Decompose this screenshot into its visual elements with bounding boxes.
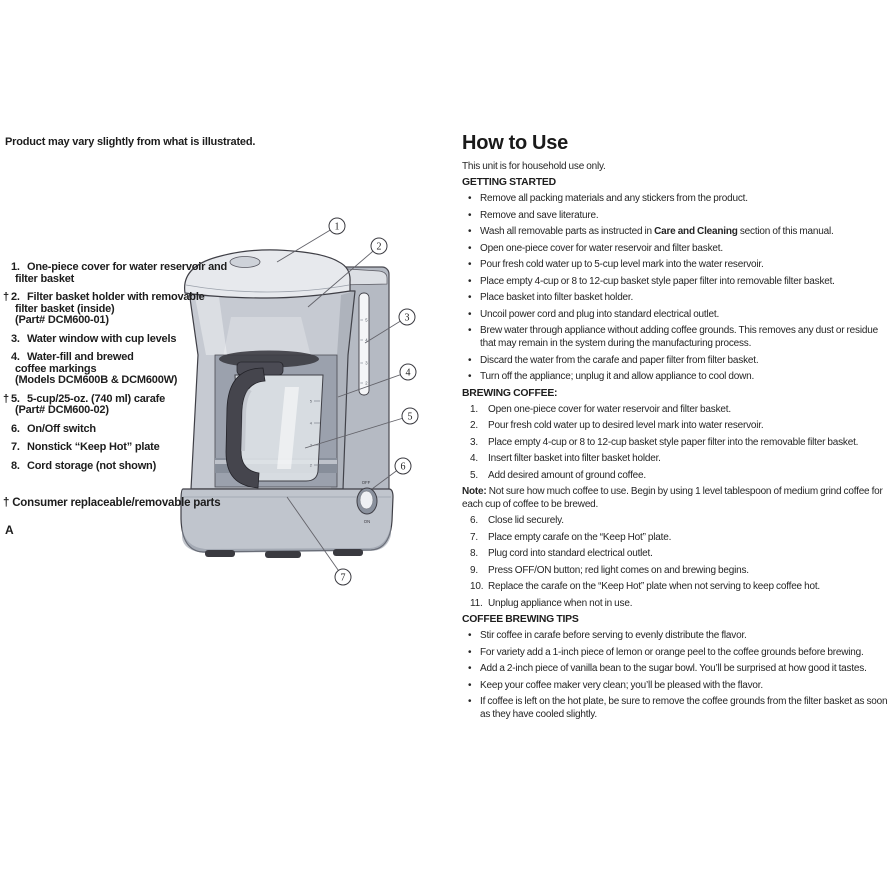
- brewing-steps-6-11: [462, 514, 888, 610]
- step-item: [462, 436, 888, 449]
- bullet-text: Stir coffee in carafe before serving to evenly distribute the flavor.: [480, 630, 747, 641]
- left-column: [3, 131, 455, 537]
- note-label: Note:: [462, 486, 487, 497]
- bullet-item: [462, 209, 888, 222]
- part-text-cont: (Part# DCM600-02): [15, 404, 109, 416]
- step-number: 6.: [470, 515, 478, 526]
- part-text: One-piece cover for water reservoir and: [27, 261, 228, 273]
- step-number: 7.: [470, 531, 478, 543]
- bullet-icon: •: [468, 696, 472, 707]
- bullet-item: [462, 308, 888, 321]
- on-label: ON: [363, 519, 371, 524]
- step-item: [462, 597, 888, 610]
- bullet-text: For variety add a 1-inch piece of lemon or orange peel to the coffee grounds before brewing.: [480, 646, 864, 658]
- bullet-item: [462, 662, 888, 675]
- window-tick-label: 2: [365, 380, 368, 386]
- bullet-text: Wash all removable parts as instructed in Care and Cleaning section of this manual.: [480, 226, 834, 237]
- step-text: Add desired amount of ground coffee.: [488, 469, 646, 481]
- bullet-text: Brew water through appliance without adding coffee grounds. This removes any dust or residue that may remain in the system during the manufacturing process.: [480, 325, 878, 349]
- bullet-text: Uncoil power cord and plug into standard electrical outlet.: [480, 308, 720, 320]
- bullet-item: [462, 258, 888, 271]
- bullet-text: Turn off the appliance; unplug it and allow appliance to cool down.: [480, 371, 755, 382]
- part-text-cont: (Models DCM600B & DCM600W): [15, 374, 178, 386]
- step-number: 1.: [470, 403, 478, 415]
- bullet-text: Keep your coffee maker very clean; you’ll be pleased with the flavor.: [480, 679, 763, 691]
- bullet-item: [462, 370, 888, 383]
- carafe-mark-label: 3: [309, 442, 312, 448]
- page-letter: A: [5, 523, 14, 537]
- part-number: 5.: [11, 392, 20, 405]
- tips-list: [462, 629, 888, 721]
- how-to-use-section: [462, 131, 888, 725]
- bullet-text: Place basket into filter basket holder.: [480, 292, 634, 303]
- on-off-switch-button: [360, 491, 373, 509]
- bullet-icon: •: [468, 679, 472, 691]
- note-text: [462, 485, 888, 511]
- part-text: Water-fill and brewed: [27, 351, 134, 363]
- step-item: [462, 514, 888, 527]
- bullet-item: [462, 354, 888, 367]
- vary-note: Product may vary slightly from what is illustrated.: [5, 136, 256, 148]
- base-foot: [333, 549, 363, 556]
- step-text: Insert filter basket into filter basket holder.: [488, 453, 661, 464]
- window-tick-label: 5: [365, 317, 368, 323]
- carafe-mark-label: 4: [309, 420, 312, 426]
- part-number: 7.: [11, 441, 20, 453]
- part-text: Filter basket holder with removable: [27, 291, 205, 303]
- bullet-item: [462, 679, 888, 692]
- heading-getting-started: GETTING STARTED: [462, 177, 556, 188]
- bullet-icon: •: [468, 193, 472, 204]
- note-body: Not sure how much coffee to use. Begin by using 1 level tablespoon of medium grind coffee for each cup of coffee to be brewed.: [462, 486, 883, 510]
- step-text: Unplug appliance when not in use.: [488, 597, 633, 609]
- step-item: [462, 469, 888, 482]
- bullet-text: Discard the water from the carafe and paper filter from filter basket.: [480, 354, 759, 366]
- step-item: [462, 547, 888, 560]
- callout-6: 6: [400, 461, 406, 473]
- step-number: 2.: [470, 420, 478, 431]
- part-number: 4.: [11, 351, 20, 363]
- bullet-item: [462, 324, 888, 350]
- base-foot: [205, 550, 235, 557]
- step-number: 5.: [470, 469, 478, 481]
- heading-coffee-brewing-tips: COFFEE BREWING TIPS: [462, 614, 579, 625]
- part-item-1: [3, 262, 249, 285]
- off-label: OFF: [361, 480, 371, 485]
- bullet-text: Remove all packing materials and any stickers from the product.: [480, 193, 748, 204]
- bullet-icon: •: [468, 325, 472, 336]
- bullet-item: [462, 275, 888, 288]
- part-number: 8.: [11, 459, 20, 472]
- step-item: [462, 403, 888, 416]
- step-text: Press OFF/ON button; red light comes on and brewing begins.: [488, 564, 749, 576]
- part-text-cont: filter basket (inside): [15, 302, 115, 315]
- bullet-icon: •: [468, 209, 472, 221]
- bullet-text: Open one-piece cover for water reservoir and filter basket.: [480, 242, 723, 254]
- step-text: Place empty 4-cup or 8 to 12-cup basket style paper filter into the removable filter basket.: [488, 436, 859, 448]
- bullet-item: [462, 629, 888, 642]
- step-item: [462, 419, 888, 432]
- parts-list: [3, 262, 249, 479]
- dagger-mark: †: [3, 392, 9, 405]
- part-item-5: [3, 394, 249, 417]
- part-text-cont: filter basket: [15, 272, 75, 285]
- part-text: Water window with cup levels: [27, 332, 177, 345]
- part-text: 5-cup/25-oz. (740 ml) carafe: [27, 392, 166, 405]
- brewing-steps-1-5: [462, 403, 888, 482]
- bullet-item: [462, 646, 888, 659]
- carafe-mark-label: 2: [309, 462, 312, 468]
- callout-3: 3: [404, 312, 410, 324]
- part-text: Nonstick “Keep Hot” plate: [27, 441, 160, 453]
- bullet-text: Place empty 4-cup or 8 to 12-cup basket style paper filter into removable filter basket.: [480, 275, 835, 287]
- bullet-icon: •: [468, 308, 472, 320]
- step-number: 9.: [470, 564, 478, 576]
- bullet-icon: •: [468, 242, 472, 254]
- bullet-item: [462, 242, 888, 255]
- bullet-icon: •: [468, 226, 472, 237]
- part-text: Cord storage (not shown): [27, 459, 157, 472]
- part-item-3: [3, 334, 249, 346]
- bullet-icon: •: [468, 275, 472, 287]
- part-number: 1.: [11, 261, 20, 273]
- step-item: [462, 452, 888, 465]
- base-foot: [265, 551, 301, 558]
- step-text: Replace the carafe on the “Keep Hot” plate when not serving to keep coffee hot.: [488, 581, 820, 592]
- part-number: 3.: [11, 332, 20, 345]
- window-tick-label: 3: [365, 360, 368, 366]
- bullet-text: Pour fresh cold water up to 5-cup level mark into the water reservoir.: [480, 259, 764, 270]
- bullet-text: If coffee is left on the hot plate, be sure to remove the coffee grounds from the filter basket as soon as they have cooled slightly.: [480, 696, 888, 720]
- bullet-item: [462, 192, 888, 205]
- bullet-icon: •: [468, 354, 472, 366]
- step-text: Plug cord into standard electrical outlet.: [488, 548, 653, 559]
- bullet-icon: •: [468, 371, 472, 382]
- step-item: [462, 564, 888, 577]
- bullet-text: Add a 2-inch piece of vanilla bean to the sugar bowl. You’ll be surprised at how good it tastes.: [480, 663, 867, 674]
- bullet-icon: •: [468, 646, 472, 658]
- step-number: 10.: [470, 581, 484, 592]
- dagger-mark: †: [3, 291, 9, 303]
- bullet-icon: •: [468, 630, 472, 641]
- page-title: How to Use: [462, 132, 569, 154]
- dagger-note: † Consumer replaceable/removable parts: [3, 497, 221, 509]
- part-number: 2.: [11, 291, 20, 303]
- part-item-2: [3, 292, 249, 327]
- carafe-mark-label: 5: [309, 398, 312, 404]
- callout-1: 1: [334, 221, 340, 233]
- bullet-icon: •: [468, 663, 472, 674]
- callout-7: 7: [340, 572, 346, 584]
- window-tick-label: 4: [365, 337, 368, 343]
- callout-5: 5: [407, 411, 413, 423]
- getting-started-list: [462, 192, 888, 383]
- part-text-cont: (Part# DCM600-01): [15, 314, 109, 326]
- part-text: On/Off switch: [27, 422, 96, 435]
- step-text: Close lid securely.: [488, 515, 564, 526]
- bullet-text: Remove and save literature.: [480, 209, 599, 221]
- part-text-cont: coffee markings: [15, 362, 97, 375]
- step-item: [462, 531, 888, 544]
- callout-2: 2: [376, 241, 382, 253]
- step-number: 3.: [470, 436, 478, 448]
- step-number: 4.: [470, 453, 478, 464]
- step-text: Pour fresh cold water up to desired level mark into water reservoir.: [488, 420, 764, 431]
- part-item-6: [3, 424, 249, 436]
- bullet-icon: •: [468, 259, 472, 270]
- bullet-icon: •: [468, 292, 472, 303]
- heading-brewing-coffee: BREWING COFFEE:: [462, 387, 558, 399]
- part-item-4: [3, 352, 249, 387]
- intro-text: This unit is for household use only.: [462, 161, 606, 172]
- callout-4: 4: [405, 367, 411, 379]
- bullet-item: [462, 695, 888, 721]
- bullet-item: [462, 291, 888, 304]
- step-text: Open one-piece cover for water reservoir and filter basket.: [488, 403, 731, 415]
- step-text: Place empty carafe on the “Keep Hot” plate.: [488, 531, 672, 543]
- part-item-7: [3, 442, 249, 454]
- step-item: [462, 580, 888, 593]
- step-number: 8.: [470, 548, 478, 559]
- bullet-item: [462, 225, 888, 238]
- part-number: 6.: [11, 422, 20, 435]
- step-number: 11.: [470, 597, 483, 609]
- part-item-8: [3, 461, 249, 473]
